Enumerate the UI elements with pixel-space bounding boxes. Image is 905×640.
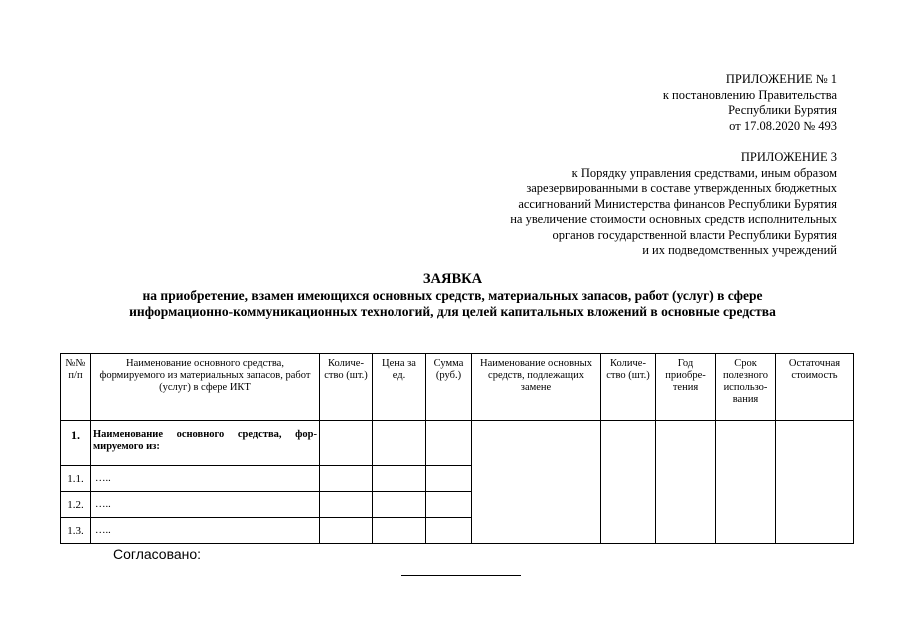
row-name[interactable]: …..	[91, 492, 320, 518]
request-table	[60, 353, 854, 544]
appendix-3-line: органов государственной власти Республики Бурятия	[552, 227, 837, 242]
row-name: Наименование основного средства, фор-мируемого из:	[91, 421, 320, 466]
header-sum: Сумма (руб.)	[426, 354, 472, 421]
cell-purchase-year[interactable]	[656, 421, 716, 544]
document-title-block	[0, 271, 905, 320]
header-unit-price: Цена за ед.	[373, 354, 426, 421]
cell-unit-price[interactable]	[373, 492, 426, 518]
header-asset-name: Наименование основного средства, формируемого из материальных запасов, работ (услуг) в сфере ИКТ	[91, 354, 320, 421]
appendix-3-line: и их подведомственных учреждений	[642, 243, 837, 257]
row-number: 1.	[61, 421, 91, 466]
document-title: ЗАЯВКА	[422, 271, 483, 287]
header-quantity: Количе-ство (шт.)	[320, 354, 373, 421]
cell-quantity[interactable]	[320, 492, 373, 518]
document-subtitle-line-1: на приобретение, взамен имеющихся основных средств, материальных запасов, работ (услуг) в сфере	[142, 288, 763, 303]
row-number: 1.3.	[61, 518, 91, 544]
appendix-3-line: ассигнований Министерства финансов Республики Бурятия	[518, 196, 837, 211]
agreed-label: Согласовано:	[113, 546, 202, 562]
header-useful-life: Срок полезного использо-вания	[716, 354, 776, 421]
cell-unit-price[interactable]	[373, 518, 426, 544]
cell-quantity[interactable]	[320, 466, 373, 492]
appendix-3-line: зарезервированными в составе утвержденных бюджетных	[526, 181, 837, 195]
cell-sum[interactable]	[426, 518, 472, 544]
table-row	[61, 421, 854, 466]
row-name[interactable]: …..	[91, 466, 320, 492]
cell-unit-price[interactable]	[373, 466, 426, 492]
row-number: 1.1.	[61, 466, 91, 492]
cell-residual-value[interactable]	[776, 421, 854, 544]
table-header-row	[61, 354, 854, 421]
appendix-1-line: Республики Бурятия	[728, 103, 837, 117]
appendix-3-line: к Порядку управления средствами, иным образом	[571, 165, 837, 180]
appendix-3-title: ПРИЛОЖЕНИЕ 3	[740, 150, 837, 164]
cell-quantity[interactable]	[320, 421, 373, 466]
cell-replaced-quantity[interactable]	[601, 421, 656, 544]
cell-sum[interactable]	[426, 421, 472, 466]
appendix-1-line: к постановлению Правительства	[662, 87, 837, 102]
appendix-3-line: на увеличение стоимости основных средств исполнительных	[510, 212, 837, 226]
header-purchase-year: Год приобре-тения	[656, 354, 716, 421]
header-residual-value: Остаточная стоимость	[776, 354, 854, 421]
header-replaced-quantity: Количе-ство (шт.)	[601, 354, 656, 421]
row-name[interactable]: …..	[91, 518, 320, 544]
document-subtitle-line-2: информационно-коммуникационных технологий, для целей капитальных вложений в основные средства	[129, 304, 776, 319]
signature-line	[401, 575, 521, 576]
appendix-1-block	[663, 72, 837, 134]
appendix-1-line: от 17.08.2020 № 493	[729, 118, 837, 133]
row-number: 1.2.	[61, 492, 91, 518]
cell-quantity[interactable]	[320, 518, 373, 544]
header-number: №№ п/п	[61, 354, 91, 421]
appendix-3-block	[510, 150, 837, 259]
appendix-1-title: ПРИЛОЖЕНИЕ № 1	[725, 72, 837, 86]
cell-useful-life[interactable]	[716, 421, 776, 544]
header-replaced-asset-name: Наименование основных средств, подлежащих замене	[472, 354, 601, 421]
cell-unit-price[interactable]	[373, 421, 426, 466]
cell-sum[interactable]	[426, 466, 472, 492]
cell-replaced-asset-name[interactable]	[472, 421, 601, 544]
cell-sum[interactable]	[426, 492, 472, 518]
